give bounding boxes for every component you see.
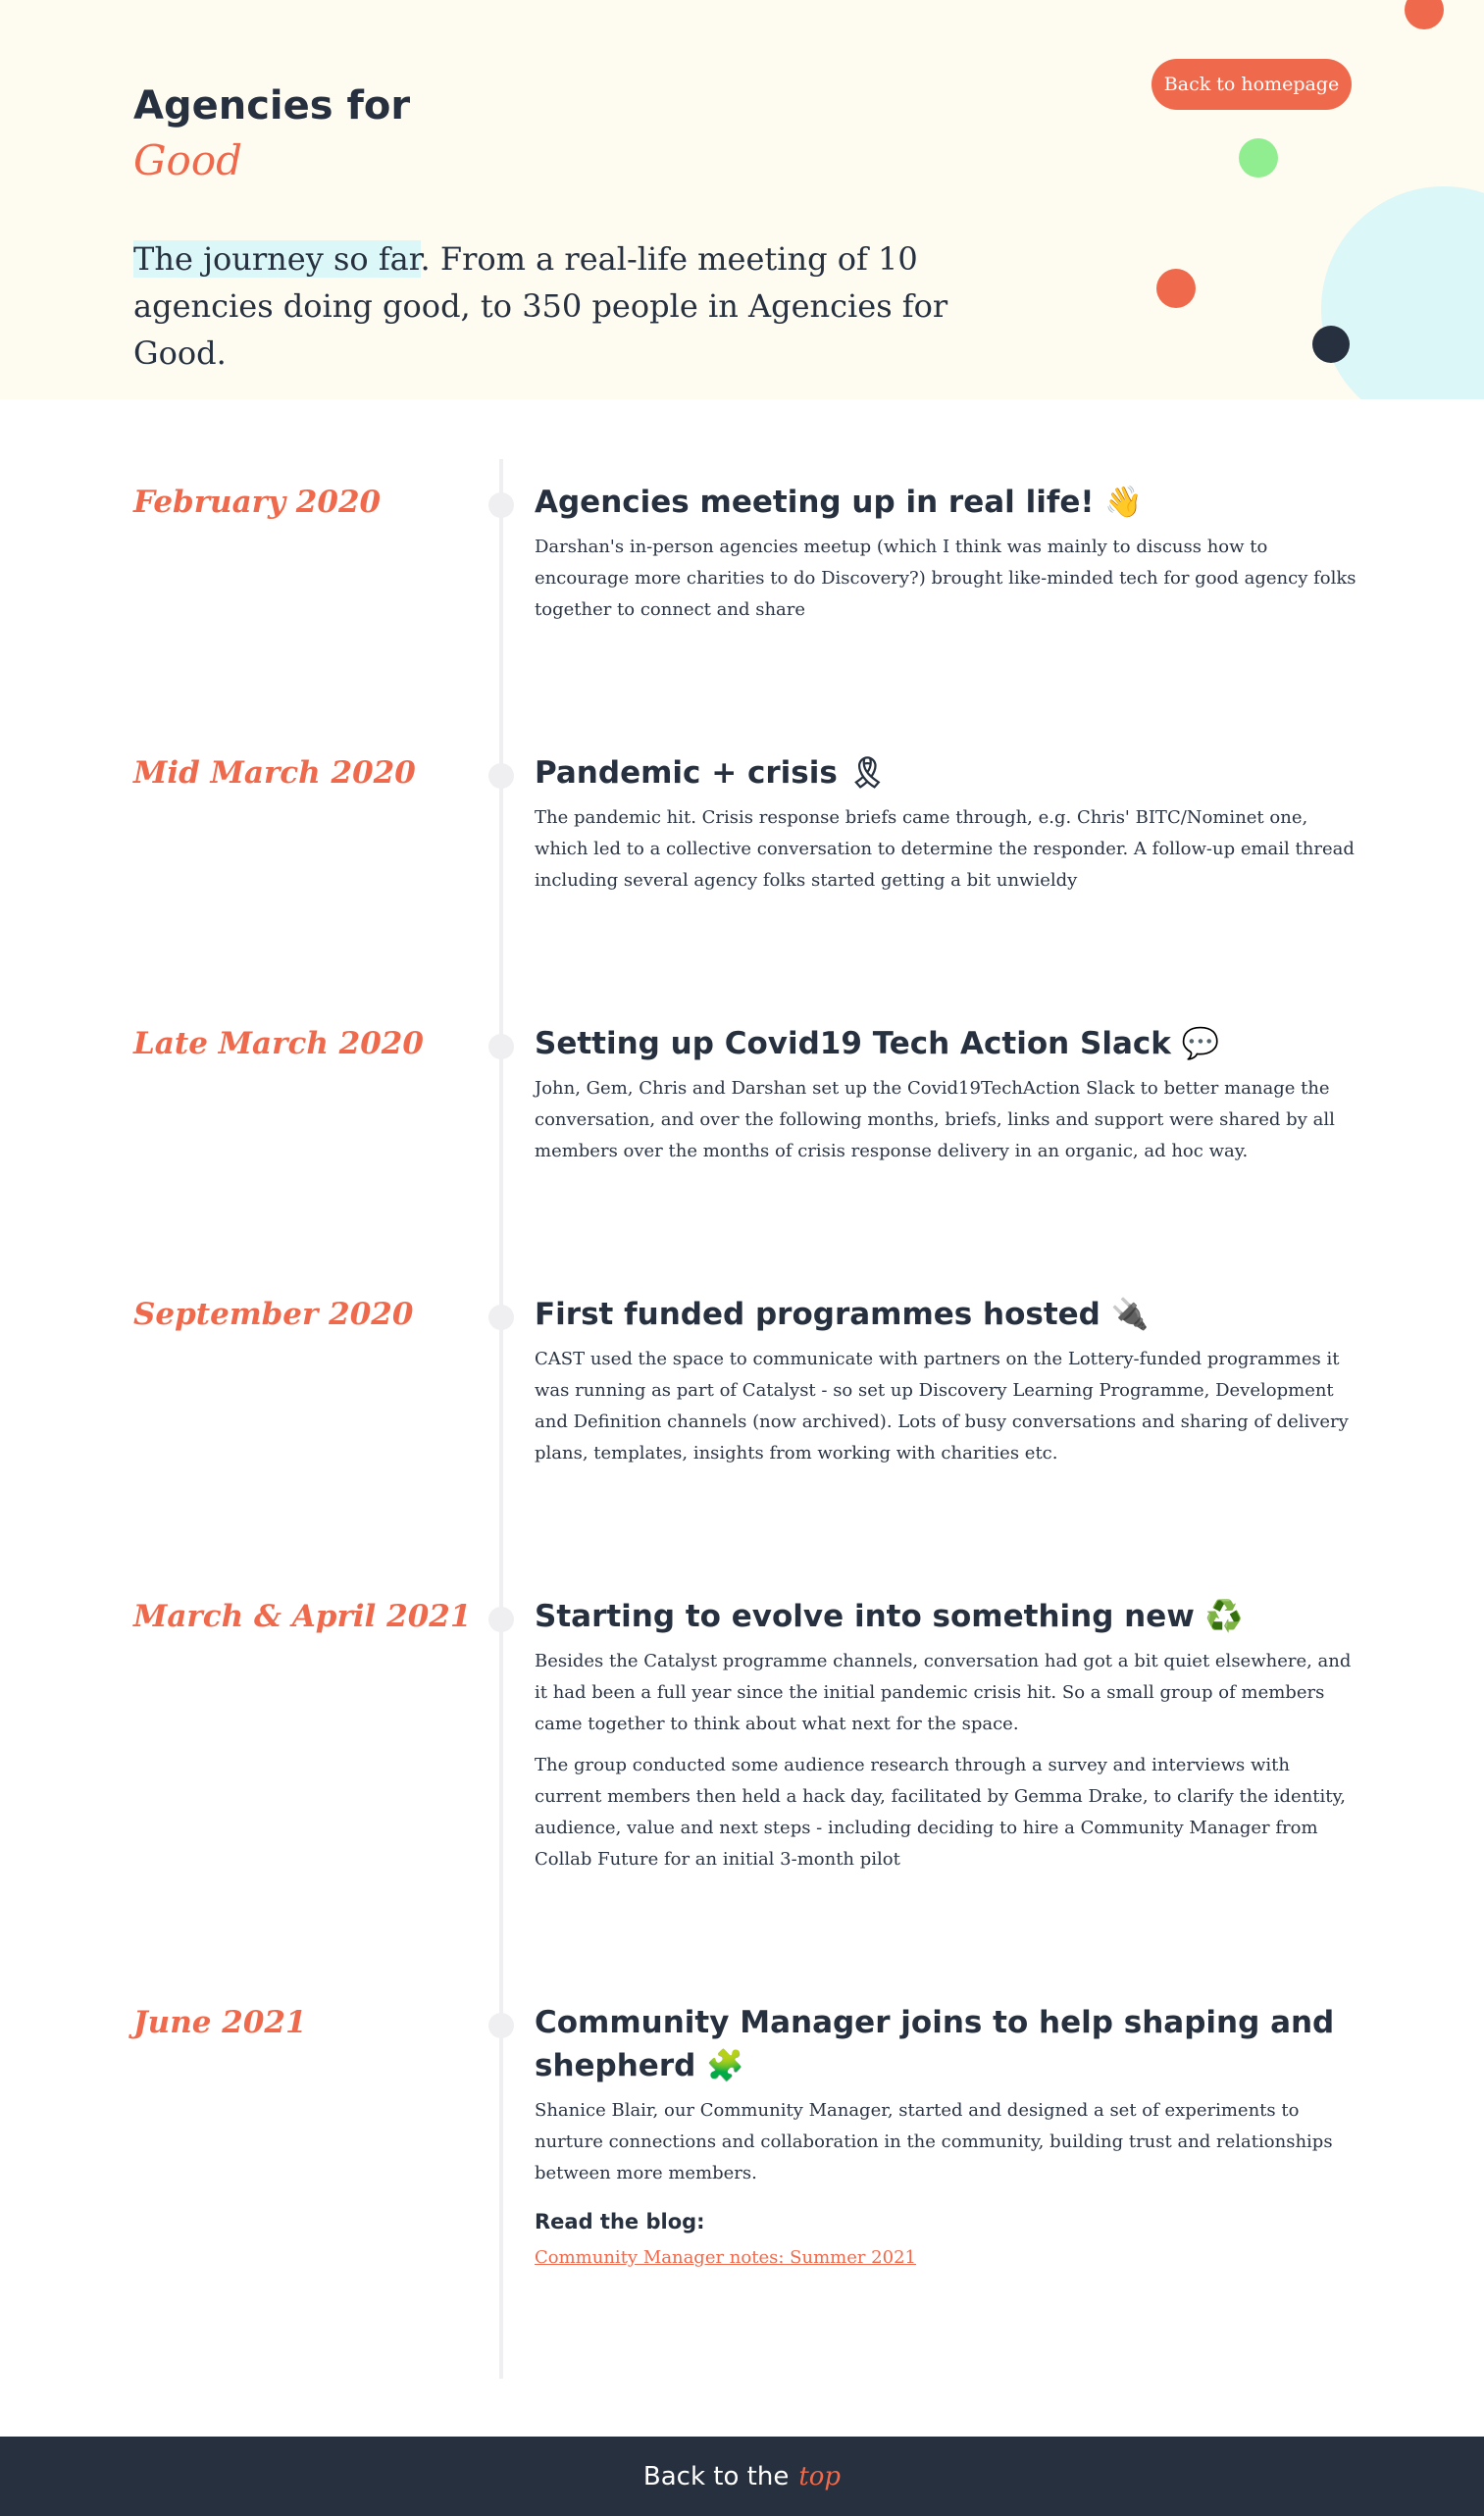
entry-paragraph: Besides the Catalyst programme channels, conversation had got a bit quiet elsewhere, and it had been a full year since the initial pandemic crisis hit. So a small group of members came together to think about what next for the space. <box>535 1651 1352 1734</box>
back-to-top-footer[interactable] <box>0 2437 1484 2516</box>
hero-section <box>0 0 1484 399</box>
entry-date: Late March 2020 <box>133 1026 424 1061</box>
entry-date: June 2021 <box>133 2005 307 2040</box>
timeline-dot <box>488 1034 514 1059</box>
entry-title: Setting up Covid19 Tech Action Slack 💬 <box>535 1026 1220 1061</box>
entry-body <box>535 1646 1356 1875</box>
timeline-dot <box>488 1305 514 1330</box>
timeline-dot <box>488 492 514 518</box>
entry-body <box>535 1073 1356 1167</box>
back-to-homepage-button[interactable]: Back to homepage <box>1151 59 1352 110</box>
blog-link[interactable]: Community Manager notes: Summer 2021 <box>535 2247 916 2268</box>
page-title: Agencies for <box>133 83 411 128</box>
entry-paragraph: John, Gem, Chris and Darshan set up the Covid19TechAction Slack to better manage the conversation, and over the following months, briefs, links and support were shared by all members over the months of crisis response delivery in an organic, ad hoc way. <box>535 1078 1335 1161</box>
decorative-dot-green <box>1239 138 1278 178</box>
timeline-dot <box>488 2013 514 2038</box>
entry-title: First funded programmes hosted 🔌 <box>535 1297 1150 1332</box>
entry-paragraph: The pandemic hit. Crisis response briefs came through, e.g. Chris' BITC/Nominet one, which led to a collective conversation to determine the responder. A follow-up email thread including several agency folks started getting a bit unwieldy <box>535 807 1355 891</box>
entry-title: Pandemic + crisis 🎗 <box>535 755 887 791</box>
intro-highlight: The journey so far <box>133 240 421 278</box>
timeline-dot <box>488 1607 514 1632</box>
timeline-dot <box>488 763 514 789</box>
entry-title: Agencies meeting up in real life! 👋 <box>535 485 1143 520</box>
entry-paragraph: The group conducted some audience research through a survey and interviews with current members then held a hack day, facilitated by Gemma Drake, to clarify the identity, audience, value and next steps - including deciding to hire a Community Manager from Collab Future for an initial 3-month pilot <box>535 1755 1346 1870</box>
entry-body <box>535 532 1356 626</box>
entry-body <box>535 2095 1356 2189</box>
timeline-line <box>499 459 503 2379</box>
decorative-circle-cyan <box>1321 186 1484 399</box>
entry-date: March & April 2021 <box>133 1599 472 1634</box>
decorative-dot-dark <box>1312 326 1350 363</box>
decorative-dot-orange-top <box>1405 0 1444 29</box>
entry-paragraph: Shanice Blair, our Community Manager, started and designed a set of experiments to nurture connections and collaboration in the community, building trust and relationships between more members. <box>535 2100 1333 2183</box>
footer-text: Back to the <box>642 2461 790 2491</box>
entry-date: February 2020 <box>133 485 382 520</box>
entry-date: Mid March 2020 <box>133 755 416 791</box>
entry-title: Community Manager joins to help shaping and shepherd 🧩 <box>535 2005 1335 2083</box>
intro-text: . From a real-life meeting of 10 agencies doing good, to 350 people in Agencies for Good. <box>133 240 948 372</box>
decorative-dot-orange <box>1156 269 1196 308</box>
entry-paragraph: CAST used the space to communicate with partners on the Lottery-funded programmes it was running as part of Catalyst - so set up Discovery Learning Programme, Development and Definition channels (now archived). Lots of busy conversations and sharing of delivery plans, templates, insights from working with charities etc. <box>535 1349 1349 1463</box>
entry-title: Starting to evolve into something new ♻️ <box>535 1599 1244 1634</box>
entry-paragraph: Darshan's in-person agencies meetup (which I think was mainly to discuss how to encourage more charities to do Discovery?) brought like-minded tech for good agency folks together to connect and share <box>535 537 1356 620</box>
page-title-accent: Good <box>133 136 243 184</box>
entry-body <box>535 1344 1356 1469</box>
footer-accent: top <box>798 2461 842 2491</box>
blog-label: Read the blog: <box>535 2210 705 2234</box>
entry-date: September 2020 <box>133 1297 414 1332</box>
entry-body <box>535 802 1356 897</box>
hero-intro <box>133 235 997 377</box>
